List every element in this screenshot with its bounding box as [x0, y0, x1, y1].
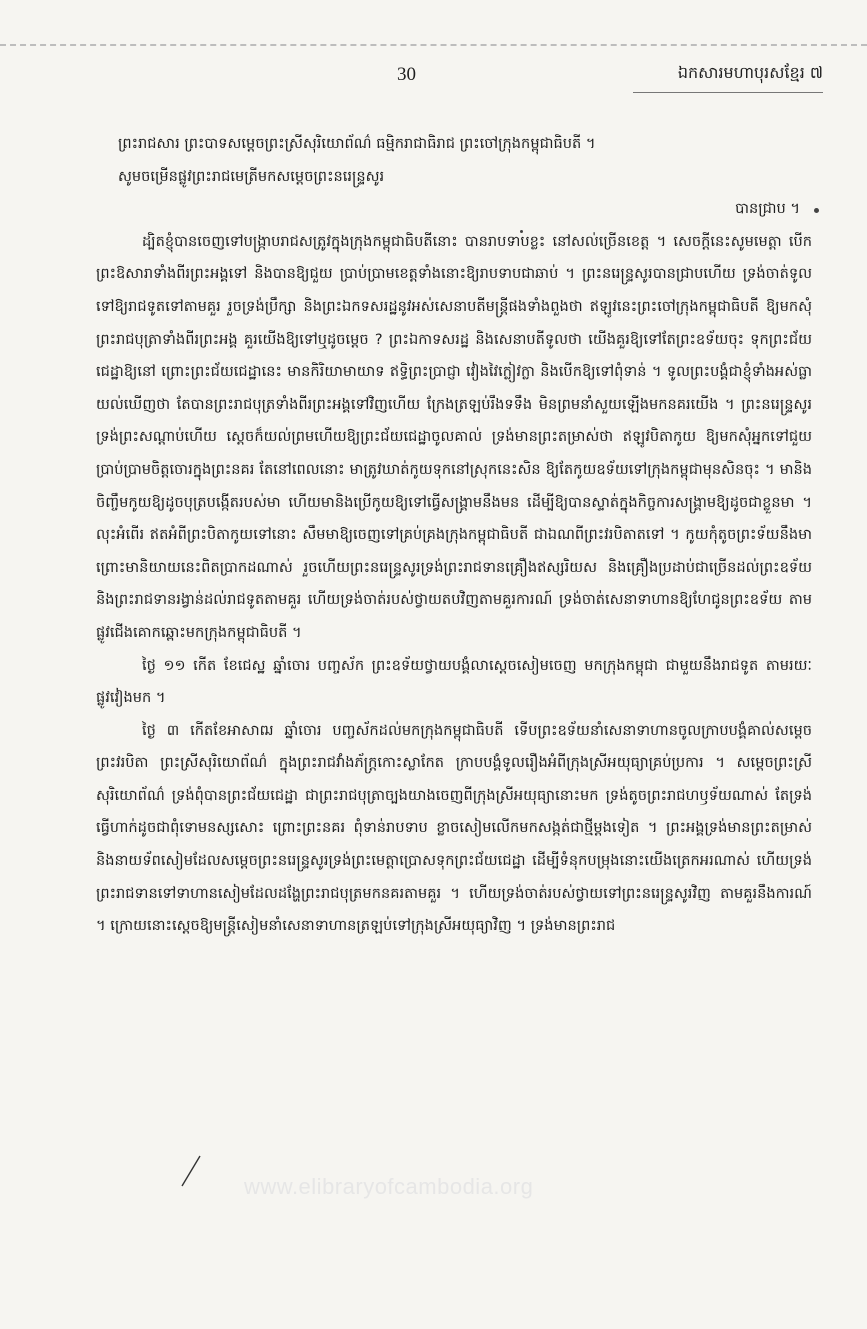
page-number: 30 — [397, 64, 416, 85]
paragraph: ថ្ងៃ ១១ កើត ខែជេស្ឋ ឆ្នាំចោរ បញ្ចស័ក ព្រះឧទ័យថ្វាយបង្គំលាស្តេចសៀមចេញ មកក្រុងកម្ពុជា ជាមួយនឹងរាជទូត តាមរយៈផ្លូវវៀងមក ។ — [96, 656, 812, 707]
scan-speck — [814, 208, 819, 213]
scan-speck — [520, 230, 523, 233]
running-head: ឯកសារមហាបុរសខ្មែរ ៧ — [677, 63, 823, 82]
running-head-underline — [633, 92, 823, 93]
paragraph: ដ្បិតខ្ញុំបានចេញទៅបង្ក្រាបរាជសត្រូវក្នុងក្រុងកម្ពុជាធិបតីនោះ បានរាបទាបខ្លះ នៅសល់ច្រើនខេត្ត ។ សេចក្តីនេះសូមមេត្តា បើកព្រះឱសារាទាំងពីរព្រះអង្គទៅ និងបានឱ្យជួយ ប្រាប់ប្រាមខេត្តទាំងនោះឱ្យរាបទាបជាឆាប់ ។ ព្រះនរេន្ទ្រសូរបានជ្រាបហើយ ទ្រង់ចាត់ទូលទៅឱ្យរាជទូតទៅតាមគួរ រួចទ្រង់ប្រឹក្សា និងព្រះឯកទសរដ្ឋនូវអស់សេនាបតីមន្ត្រីផងទាំងពួងថា ឥឡូវនេះព្រះចៅក្រុងកម្ពុជាធិបតី ឱ្យមកសុំព្រះរាជបុត្រាទាំងពីរព្រះអង្គ គួរយើងឱ្យទៅឬដូចម្តេច ? ព្រះឯកាទសរដ្ឋ និងសេនាបតីទូលថា យើងគួរឱ្យទៅតែព្រះឧទ័យចុះ ទុកព្រះជ័យជេដ្ឋាឱ្យនៅ ព្រោះព្រះជ័យជេដ្ឋានេះ មានកិរិយាមាយាទ ឥទ្ធិព្រះប្រាជ្ញា វៀងវៃក្លៀវក្លា និងបើកឱ្យទៅពុំទាន់ ។ ទូលព្រះបង្គំជាខ្ញុំទាំងអស់ធ្លាយល់ឃើញថា តែបានព្រះរាជបុត្រទាំងពីរព្រះអង្គទៅវិញហើយ ក្រែងត្រឡប់រឹងទទឹង មិនព្រមនាំសួយឡើងមកនគរយើង ។ ព្រះនរេន្ទ្រសូរទ្រង់ព្រះសណ្តាប់ហើយ ស្តេចក៏យល់ព្រមហើយឱ្យព្រះជ័យជេដ្ឋាចូលគាល់ ទ្រង់មានព្រះតម្រាស់ថា ឥឡូវបិតាកូយ ឱ្យមកសុំអ្នកទៅជួយប្រាប់ប្រាមចិត្តចោរក្នុងព្រះនគរ តែនៅពេលនោះ មាត្រូវឃាត់កូយទុកនៅស្រុកនេះសិន ឱ្យតែកូយឧទ័យទៅក្រុងកម្ពុជាមុនសិនចុះ ។ មានិងចិញ្ចឹមកូយឱ្យដូចបុត្របង្កើតរបស់មា ហើយមានិងប្រើកូយឱ្យទៅធ្វើសង្គ្រាមនឹងមន ដើម្បីឱ្យបានស្ទាត់ក្នុងកិច្ចការសង្គ្រាមឱ្យដូចជាខ្លួនមា ។ លុះអំពើរ ឥតអំពីព្រះបិតាកូយទៅនោះ សឹមមាឱ្យចេញទៅគ្រប់គ្រងក្រុងកម្ពុជាធិបតី ជាឯណពីព្រះវរបិតាតទៅ ។ កូយកុំតូចព្រះទ័យនឹងមា ព្រោះមានិយាយនេះពិតប្រាកដណាស់ រួចហើយព្រះនរេន្ទ្រសូរទ្រង់ព្រះរាជទានគ្រឿងឥស្សរិយស និងគ្រឿងប្រដាប់ជាច្រើនដល់ព្រះឧទ័យ និងព្រះរាជទានរង្វាន់ដល់រាជទូតតាមគួរ ហើយទ្រង់ចាត់របស់ថ្វាយតបវិញតាមគួរការណ៍ ទ្រង់ចាត់សេនាទាហានឱ្យហែជូនព្រះឧទ័យ តាមផ្លូវជើងគោកឆ្ពោះមកក្រុងកម្ពុជាធិបតី ។ — [96, 232, 812, 641]
letter-acknowledgement: បានជ្រាប ។ — [735, 200, 800, 218]
letter-greeting-line: សូមចម្រើនផ្លូវព្រះរាជមេត្រីមកសម្តេចព្រះនរេន្ទ្រសូរ — [118, 167, 385, 185]
body-text — [96, 128, 812, 943]
paragraph: ថ្ងៃ ៣ កើតខែអាសាឍ ឆ្នាំចោរ បញ្ចស័កដល់មកក្រុងកម្ពុជាធិបតី ទើបព្រះឧទ័យនាំសេនាទាហានចូលក្រាបបង្គំគាល់សម្តេចព្រះវរបិតា ព្រះស្រីសុរិយោព័ណ៌ ក្នុងព្រះរាជវាំងភ័ក្ត្រកោះស្លាកែត ក្រាបបង្គំទូលរឿងអំពីក្រុងស្រីអយុធ្យាគ្រប់ប្រការ ។ សម្តេចព្រះស្រីសុរិយោព័ណ៌ ទ្រង់ពុំបានព្រះជ័យជេដ្ឋា ជាព្រះរាជបុត្រាច្បងយាងចេញពីក្រុងស្រីអយុធ្យានោះមក ទ្រង់តូចព្រះរាជហឫទ័យណាស់ តែទ្រង់ធ្វើហាក់ដូចជាពុំទោមនស្សសោះ ព្រោះព្រះនគរ ពុំទាន់រាបទាប ខ្លាចសៀមលើកមកសង្កត់ជាថ្មីម្តងទៀត ។ ព្រះអង្គទ្រង់មានព្រះតម្រាស់ និងនាយទ័ពសៀមដែលសម្តេចព្រះនរេន្ទ្រសូរទ្រង់ព្រះមេត្តាប្រោសទុកព្រះជ័យជេដ្ឋា ដើម្បីទំនុកបម្រុងនោះយើងត្រេកអរណាស់ ហើយទ្រង់ព្រះរាជទានទៅទាហានសៀមដែលដង្ហែព្រះរាជបុត្រមកនគរតាមគួរ ។ ហើយទ្រង់ចាត់របស់ថ្វាយទៅព្រះនរេន្ទ្រសូរវិញ តាមគួរនឹងការណ៍ ។ ក្រោយនោះស្តេចឱ្យមន្ត្រីសៀមនាំសេនាទាហានត្រឡប់ទៅក្រុងស្រីអយុធ្យាវិញ ។ ទ្រង់មានព្រះរាជ — [96, 721, 812, 935]
pen-stroke-mark — [176, 1152, 204, 1192]
letter-sender-line: ព្រះរាជសារ ព្រះបាទសម្តេចព្រះស្រីសុរិយោព័ណ៌ ធម្មិករាជាធិរាជ ព្រះចៅក្រុងកម្ពុជាធិបតី ។ — [118, 135, 596, 152]
watermark: www.elibraryofcambodia.org — [244, 1174, 534, 1199]
scan-edge-line — [0, 44, 867, 48]
